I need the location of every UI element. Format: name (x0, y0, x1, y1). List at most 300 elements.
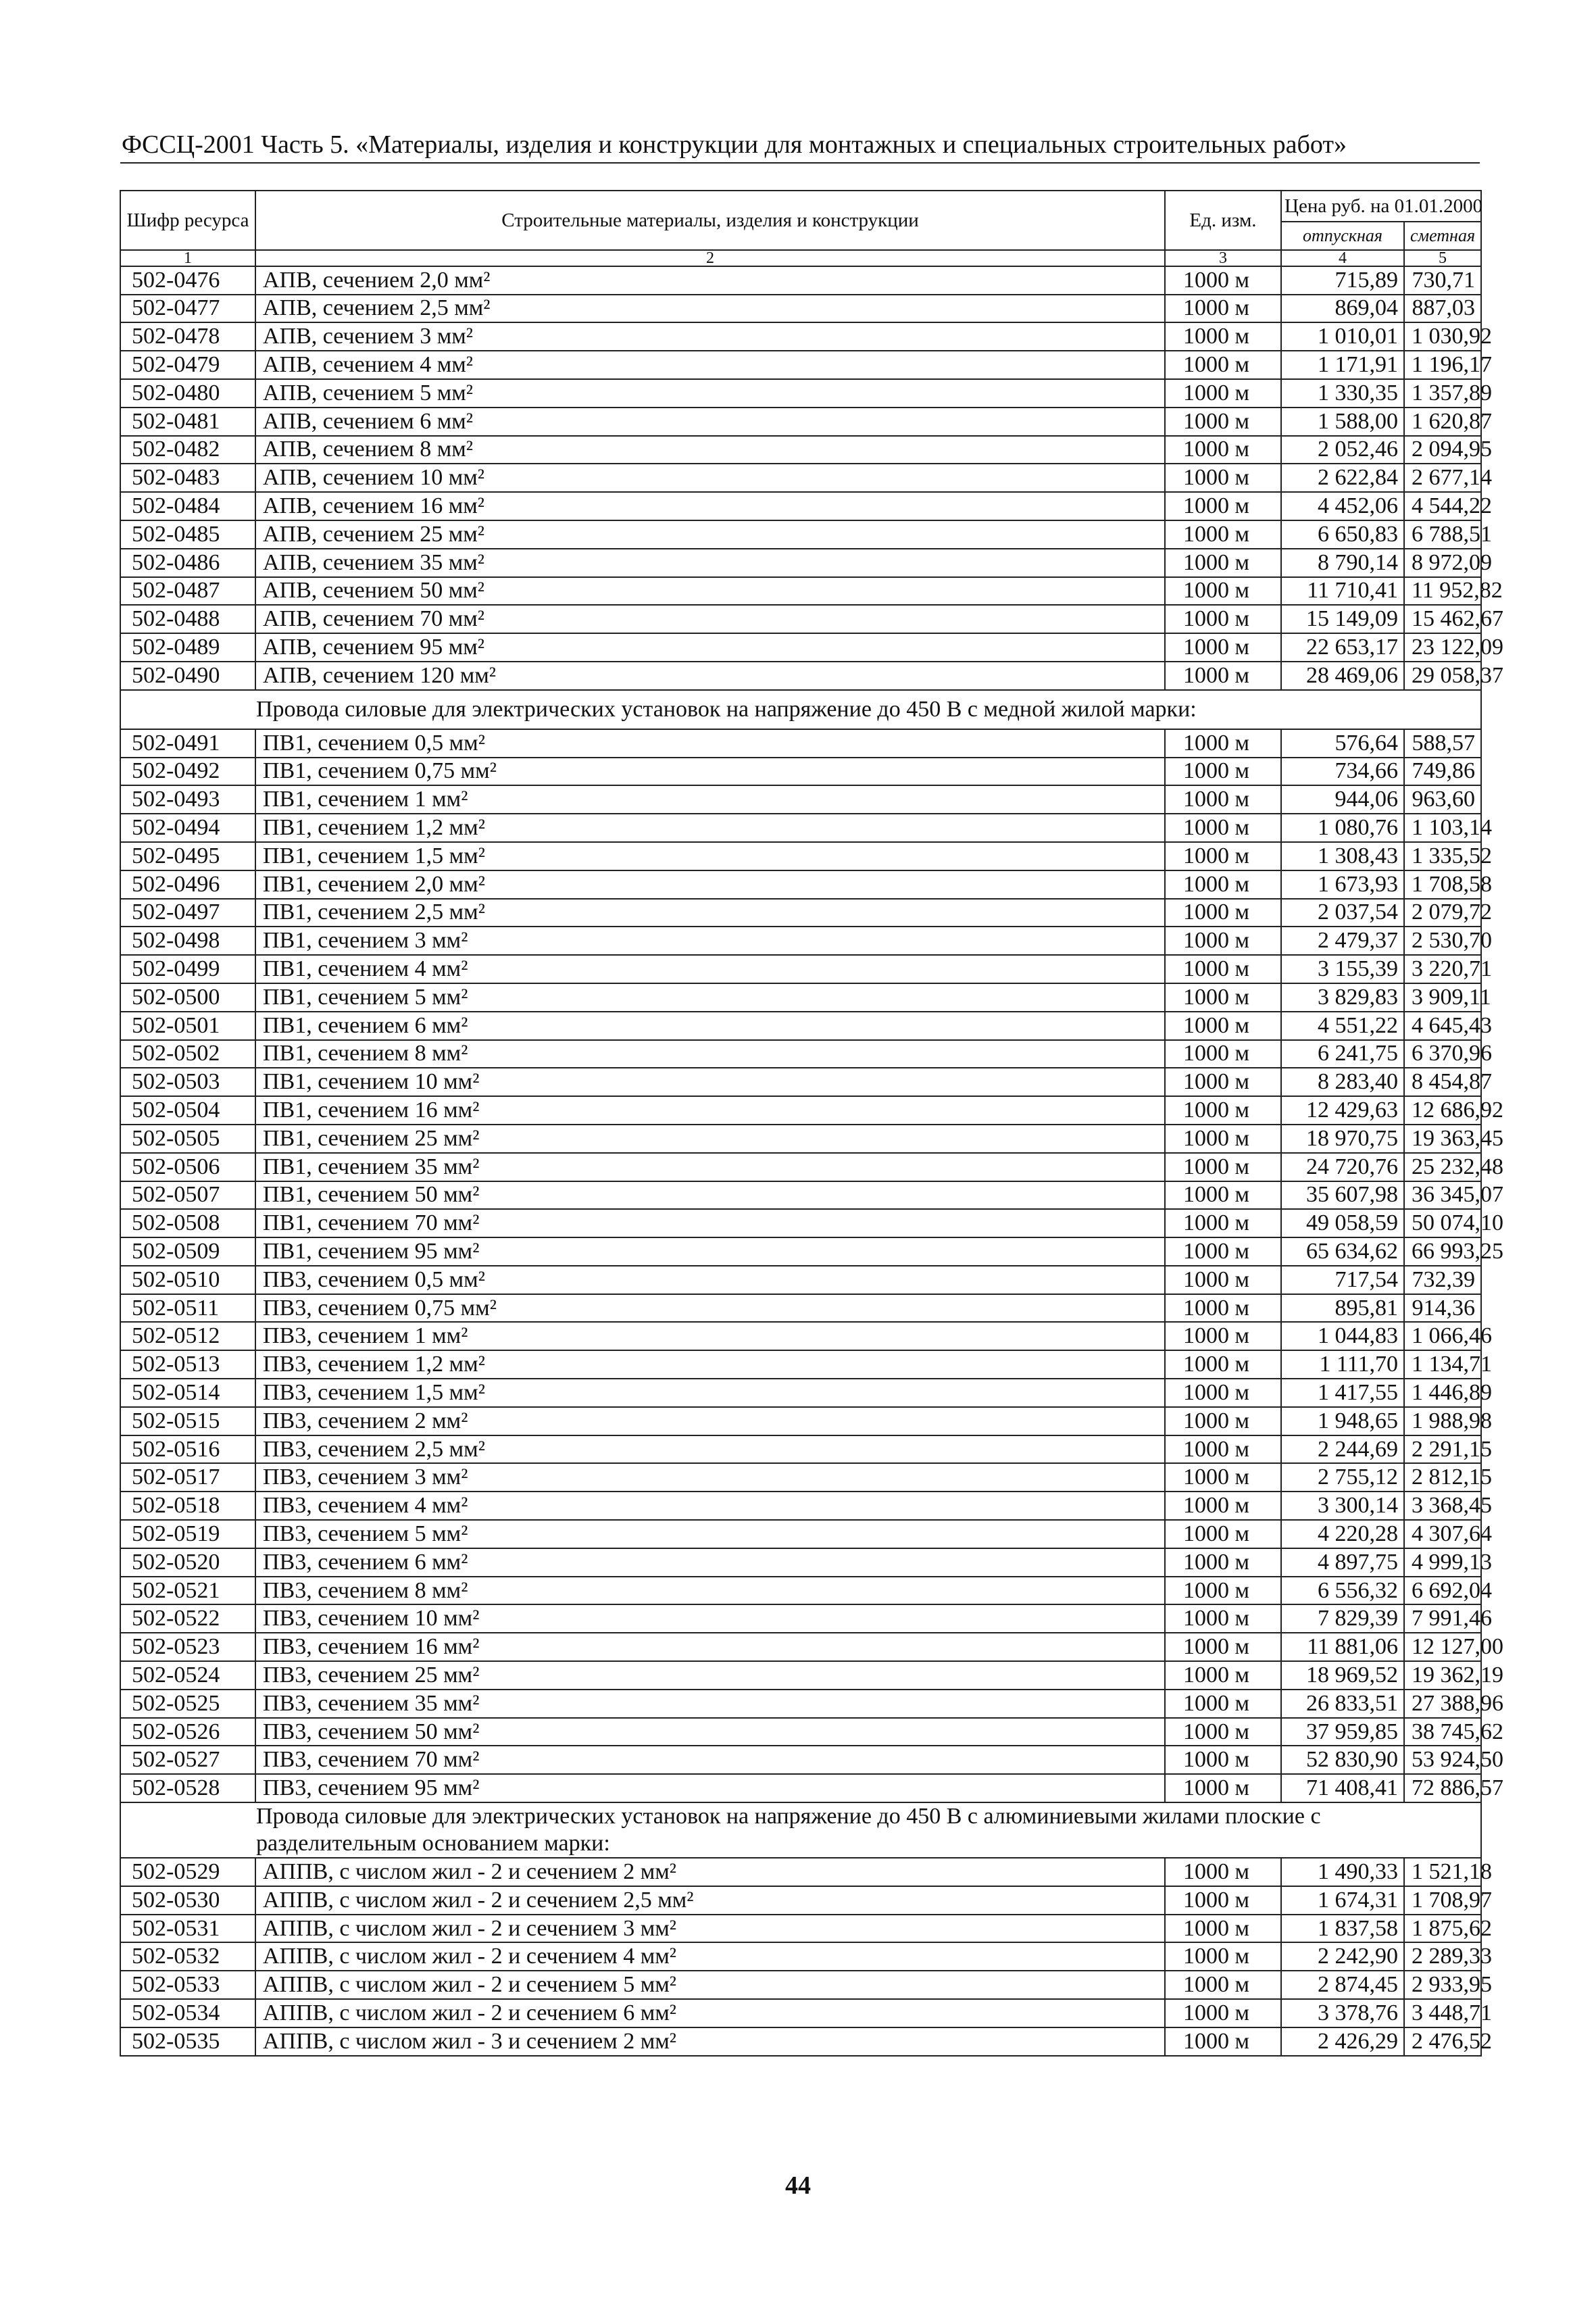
resource-code: 502-0490 (120, 662, 255, 690)
table-row (120, 1181, 1481, 1210)
material-name: АПВ, сечением 16 мм² (255, 492, 1165, 520)
table-row (120, 1633, 1481, 1661)
estimate-price: 27 388,96 (1404, 1690, 1481, 1718)
resource-code: 502-0492 (120, 758, 255, 786)
unit-cell: 1000 м (1165, 1886, 1281, 1915)
table-row (120, 577, 1481, 606)
unit-cell: 1000 м (1165, 1040, 1281, 1068)
resource-code: 502-0529 (120, 1858, 255, 1886)
release-price: 4 551,22 (1281, 1012, 1404, 1040)
page-number: 44 (785, 2171, 811, 2200)
unit-cell: 1000 м (1165, 758, 1281, 786)
header-price: Цена руб. на 01.01.2000 (1281, 191, 1481, 222)
release-price: 18 969,52 (1281, 1661, 1404, 1690)
table-row (120, 266, 1481, 295)
release-price: 1 171,91 (1281, 351, 1404, 379)
estimate-price: 53 924,50 (1404, 1746, 1481, 1774)
estimate-price: 15 462,67 (1404, 605, 1481, 633)
resource-code: 502-0491 (120, 729, 255, 758)
estimate-price: 1 988,98 (1404, 1407, 1481, 1435)
resource-code: 502-0512 (120, 1322, 255, 1350)
table-row (120, 1604, 1481, 1633)
estimate-price: 72 886,57 (1404, 1774, 1481, 1802)
resource-code: 502-0528 (120, 1774, 255, 1802)
unit-cell: 1000 м (1165, 322, 1281, 351)
estimate-price: 7 991,46 (1404, 1604, 1481, 1633)
table-row (120, 549, 1481, 577)
unit-cell: 1000 м (1165, 1577, 1281, 1605)
estimate-price: 1 335,52 (1404, 842, 1481, 870)
estimate-price: 38 745,62 (1404, 1718, 1481, 1746)
resource-code: 502-0518 (120, 1492, 255, 1520)
resource-code: 502-0498 (120, 927, 255, 955)
unit-cell: 1000 м (1165, 1322, 1281, 1350)
release-price: 1 111,70 (1281, 1350, 1404, 1379)
material-name: ПВ3, сечением 3 мм² (255, 1463, 1165, 1492)
unit-cell: 1000 м (1165, 1520, 1281, 1548)
material-name: АПВ, сечением 50 мм² (255, 577, 1165, 606)
resource-code: 502-0533 (120, 1971, 255, 1999)
material-name: ПВ3, сечением 1 мм² (255, 1322, 1165, 1350)
unit-cell: 1000 м (1165, 351, 1281, 379)
estimate-price: 6 788,51 (1404, 520, 1481, 549)
unit-cell: 1000 м (1165, 492, 1281, 520)
unit-cell: 1000 м (1165, 549, 1281, 577)
table-row (120, 1718, 1481, 1746)
table-row (120, 1915, 1481, 1943)
unit-cell: 1000 м (1165, 814, 1281, 842)
table-row (120, 1153, 1481, 1181)
table-row (120, 351, 1481, 379)
resource-code: 502-0523 (120, 1633, 255, 1661)
unit-cell: 1000 м (1165, 1661, 1281, 1690)
table-row (120, 322, 1481, 351)
resource-code: 502-0495 (120, 842, 255, 870)
header-release-price: отпускная (1281, 222, 1404, 250)
unit-cell: 1000 м (1165, 633, 1281, 662)
material-name: ПВ3, сечением 50 мм² (255, 1718, 1165, 1746)
estimate-price: 2 094,95 (1404, 436, 1481, 464)
estimate-price: 3 368,45 (1404, 1492, 1481, 1520)
resource-code: 502-0489 (120, 633, 255, 662)
column-number: 2 (255, 250, 1165, 266)
resource-code: 502-0517 (120, 1463, 255, 1492)
material-name: АПВ, сечением 10 мм² (255, 464, 1165, 492)
resource-code: 502-0502 (120, 1040, 255, 1068)
material-name: ПВ3, сечением 8 мм² (255, 1577, 1165, 1605)
unit-cell: 1000 м (1165, 1971, 1281, 1999)
table-row (120, 436, 1481, 464)
table-row (120, 408, 1481, 436)
estimate-price: 11 952,82 (1404, 577, 1481, 606)
material-name: ПВ1, сечением 16 мм² (255, 1096, 1165, 1125)
estimate-price: 6 370,96 (1404, 1040, 1481, 1068)
table-row (120, 1942, 1481, 1971)
unit-cell: 1000 м (1165, 295, 1281, 323)
material-name: ПВ3, сечением 4 мм² (255, 1492, 1165, 1520)
estimate-price: 2 677,14 (1404, 464, 1481, 492)
unit-cell: 1000 м (1165, 662, 1281, 690)
header-material: Строительные материалы, изделия и конструкции (255, 191, 1165, 250)
release-price: 734,66 (1281, 758, 1404, 786)
resource-code: 502-0477 (120, 295, 255, 323)
unit-cell: 1000 м (1165, 1999, 1281, 2027)
unit-cell: 1000 м (1165, 842, 1281, 870)
material-name: ПВ1, сечением 3 мм² (255, 927, 1165, 955)
release-price: 12 429,63 (1281, 1096, 1404, 1125)
resource-code: 502-0483 (120, 464, 255, 492)
table-row (120, 1690, 1481, 1718)
resource-code: 502-0513 (120, 1350, 255, 1379)
resource-code: 502-0481 (120, 408, 255, 436)
resource-code: 502-0532 (120, 1942, 255, 1971)
resource-code: 502-0509 (120, 1237, 255, 1266)
release-price: 2 052,46 (1281, 436, 1404, 464)
estimate-price: 588,57 (1404, 729, 1481, 758)
unit-cell: 1000 м (1165, 2027, 1281, 2056)
estimate-price: 4 307,64 (1404, 1520, 1481, 1548)
release-price: 1 490,33 (1281, 1858, 1404, 1886)
release-price: 1 330,35 (1281, 379, 1404, 408)
release-price: 3 829,83 (1281, 983, 1404, 1012)
release-price: 3 300,14 (1281, 1492, 1404, 1520)
table-row (120, 927, 1481, 955)
estimate-price: 963,60 (1404, 785, 1481, 814)
resource-code: 502-0480 (120, 379, 255, 408)
material-name: ПВ3, сечением 35 мм² (255, 1690, 1165, 1718)
material-name: ПВ3, сечением 1,5 мм² (255, 1379, 1165, 1407)
release-price: 8 790,14 (1281, 549, 1404, 577)
table-row (120, 1886, 1481, 1915)
estimate-price: 3 220,71 (1404, 955, 1481, 983)
unit-cell: 1000 м (1165, 1633, 1281, 1661)
unit-cell: 1000 м (1165, 1379, 1281, 1407)
release-price: 1 417,55 (1281, 1379, 1404, 1407)
release-price: 2 037,54 (1281, 899, 1404, 927)
unit-cell: 1000 м (1165, 870, 1281, 899)
estimate-price: 1 521,18 (1404, 1858, 1481, 1886)
resource-code: 502-0496 (120, 870, 255, 899)
unit-cell: 1000 м (1165, 955, 1281, 983)
release-price: 715,89 (1281, 266, 1404, 295)
material-name: АПВ, сечением 95 мм² (255, 633, 1165, 662)
release-price: 71 408,41 (1281, 1774, 1404, 1802)
estimate-price: 1 620,87 (1404, 408, 1481, 436)
table-row (120, 785, 1481, 814)
release-price: 2 755,12 (1281, 1463, 1404, 1492)
unit-cell: 1000 м (1165, 785, 1281, 814)
release-price: 6 556,32 (1281, 1577, 1404, 1605)
unit-cell: 1000 м (1165, 1068, 1281, 1096)
resource-code: 502-0488 (120, 605, 255, 633)
table-row (120, 1746, 1481, 1774)
table-row (120, 1125, 1481, 1153)
estimate-price: 4 645,43 (1404, 1012, 1481, 1040)
table-row (120, 1237, 1481, 1266)
table-row (120, 1040, 1481, 1068)
estimate-price: 12 127,00 (1404, 1633, 1481, 1661)
material-name: ПВ3, сечением 0,75 мм² (255, 1294, 1165, 1323)
resource-code: 502-0499 (120, 955, 255, 983)
section-title: Провода силовые для электрических установок на напряжение до 450 В с медной жилой марки: (120, 690, 1481, 729)
resource-code: 502-0535 (120, 2027, 255, 2056)
header-unit: Ед. изм. (1165, 191, 1281, 250)
column-number: 5 (1404, 250, 1481, 266)
table-row (120, 1096, 1481, 1125)
estimate-price: 66 993,25 (1404, 1237, 1481, 1266)
material-name: ПВ3, сечением 5 мм² (255, 1520, 1165, 1548)
table-row (120, 2027, 1481, 2056)
resource-code: 502-0524 (120, 1661, 255, 1690)
material-name: ПВ1, сечением 0,75 мм² (255, 758, 1165, 786)
estimate-price: 50 074,10 (1404, 1209, 1481, 1237)
estimate-price: 2 933,95 (1404, 1971, 1481, 1999)
estimate-price: 3 448,71 (1404, 1999, 1481, 2027)
release-price: 35 607,98 (1281, 1181, 1404, 1210)
estimate-price: 732,39 (1404, 1266, 1481, 1294)
material-name: АПВ, сечением 5 мм² (255, 379, 1165, 408)
material-name: АППВ, с числом жил - 2 и сечением 4 мм² (255, 1942, 1165, 1971)
estimate-price: 1 134,71 (1404, 1350, 1481, 1379)
release-price: 3 155,39 (1281, 955, 1404, 983)
unit-cell: 1000 м (1165, 379, 1281, 408)
material-name: АПВ, сечением 25 мм² (255, 520, 1165, 549)
resource-code: 502-0487 (120, 577, 255, 606)
release-price: 22 653,17 (1281, 633, 1404, 662)
estimate-price: 4 999,13 (1404, 1548, 1481, 1577)
column-number: 4 (1281, 250, 1404, 266)
material-name: АПВ, сечением 2,5 мм² (255, 295, 1165, 323)
table-row (120, 1520, 1481, 1548)
unit-cell: 1000 м (1165, 1548, 1281, 1577)
table-row (120, 814, 1481, 842)
estimate-price: 1 196,17 (1404, 351, 1481, 379)
resource-code: 502-0519 (120, 1520, 255, 1548)
release-price: 2 622,84 (1281, 464, 1404, 492)
table-row (120, 662, 1481, 690)
material-name: АПВ, сечением 35 мм² (255, 549, 1165, 577)
resource-code: 502-0484 (120, 492, 255, 520)
material-name: ПВ1, сечением 1 мм² (255, 785, 1165, 814)
material-name: ПВ1, сечением 0,5 мм² (255, 729, 1165, 758)
section-row (120, 1802, 1481, 1858)
header-code: Шифр ресурса (120, 191, 255, 250)
table-header-row (120, 191, 1481, 222)
table-row (120, 1068, 1481, 1096)
release-price: 1 080,76 (1281, 814, 1404, 842)
unit-cell: 1000 м (1165, 605, 1281, 633)
resource-code: 502-0531 (120, 1915, 255, 1943)
estimate-price: 730,71 (1404, 266, 1481, 295)
release-price: 7 829,39 (1281, 1604, 1404, 1633)
material-name: ПВ3, сечением 10 мм² (255, 1604, 1165, 1633)
material-name: АПВ, сечением 120 мм² (255, 662, 1165, 690)
resource-code: 502-0505 (120, 1125, 255, 1153)
material-name: ПВ3, сечением 2,5 мм² (255, 1435, 1165, 1464)
table-row (120, 1322, 1481, 1350)
estimate-price: 8 454,87 (1404, 1068, 1481, 1096)
material-name: АПВ, сечением 70 мм² (255, 605, 1165, 633)
unit-cell: 1000 м (1165, 266, 1281, 295)
release-price: 37 959,85 (1281, 1718, 1404, 1746)
table-row (120, 492, 1481, 520)
release-price: 1 673,93 (1281, 870, 1404, 899)
resource-code: 502-0507 (120, 1181, 255, 1210)
release-price: 4 452,06 (1281, 492, 1404, 520)
section-row (120, 690, 1481, 729)
header-rule (120, 162, 1480, 164)
material-name: ПВ3, сечением 1,2 мм² (255, 1350, 1165, 1379)
estimate-price: 1 103,14 (1404, 814, 1481, 842)
estimate-price: 1 708,97 (1404, 1886, 1481, 1915)
unit-cell: 1000 м (1165, 1350, 1281, 1379)
resource-code: 502-0503 (120, 1068, 255, 1096)
material-name: ПВ1, сечением 2,0 мм² (255, 870, 1165, 899)
unit-cell: 1000 м (1165, 1718, 1281, 1746)
table-row (120, 1350, 1481, 1379)
table-row (120, 464, 1481, 492)
resource-code: 502-0506 (120, 1153, 255, 1181)
material-name: ПВ3, сечением 25 мм² (255, 1661, 1165, 1690)
material-name: ПВ1, сечением 1,5 мм² (255, 842, 1165, 870)
estimate-price: 2 289,33 (1404, 1942, 1481, 1971)
table-row (120, 842, 1481, 870)
unit-cell: 1000 м (1165, 1690, 1281, 1718)
material-name: ПВ3, сечением 95 мм² (255, 1774, 1165, 1802)
material-name: ПВ1, сечением 2,5 мм² (255, 899, 1165, 927)
resource-code: 502-0494 (120, 814, 255, 842)
material-name: ПВ3, сечением 2 мм² (255, 1407, 1165, 1435)
unit-cell: 1000 м (1165, 577, 1281, 606)
resource-code: 502-0476 (120, 266, 255, 295)
resource-code: 502-0485 (120, 520, 255, 549)
unit-cell: 1000 м (1165, 1604, 1281, 1633)
table-row (120, 1209, 1481, 1237)
unit-cell: 1000 м (1165, 464, 1281, 492)
unit-cell: 1000 м (1165, 1153, 1281, 1181)
release-price: 6 650,83 (1281, 520, 1404, 549)
material-name: ПВ3, сечением 0,5 мм² (255, 1266, 1165, 1294)
resource-code: 502-0508 (120, 1209, 255, 1237)
resource-code: 502-0511 (120, 1294, 255, 1323)
release-price: 576,64 (1281, 729, 1404, 758)
release-price: 18 970,75 (1281, 1125, 1404, 1153)
estimate-price: 3 909,11 (1404, 983, 1481, 1012)
table-row (120, 1492, 1481, 1520)
header-estimate-price: сметная (1404, 222, 1481, 250)
estimate-price: 19 362,19 (1404, 1661, 1481, 1690)
material-name: АПВ, сечением 2,0 мм² (255, 266, 1165, 295)
table-row (120, 1435, 1481, 1464)
material-name: АПВ, сечением 4 мм² (255, 351, 1165, 379)
resource-code: 502-0526 (120, 1718, 255, 1746)
table-row (120, 1661, 1481, 1690)
resource-code: 502-0500 (120, 983, 255, 1012)
material-name: АППВ, с числом жил - 2 и сечением 5 мм² (255, 1971, 1165, 1999)
estimate-price: 1 446,89 (1404, 1379, 1481, 1407)
table-row (120, 1266, 1481, 1294)
resource-code: 502-0527 (120, 1746, 255, 1774)
resource-code: 502-0522 (120, 1604, 255, 1633)
table-row (120, 983, 1481, 1012)
table-row (120, 1971, 1481, 1999)
estimate-price: 29 058,37 (1404, 662, 1481, 690)
estimate-price: 23 122,09 (1404, 633, 1481, 662)
material-name: ПВ3, сечением 16 мм² (255, 1633, 1165, 1661)
material-name: ПВ1, сечением 5 мм² (255, 983, 1165, 1012)
table-row (120, 1294, 1481, 1323)
unit-cell: 1000 м (1165, 1915, 1281, 1943)
material-name: АППВ, с числом жил - 2 и сечением 2 мм² (255, 1858, 1165, 1886)
material-name: ПВ1, сечением 70 мм² (255, 1209, 1165, 1237)
release-price: 895,81 (1281, 1294, 1404, 1323)
unit-cell: 1000 м (1165, 1858, 1281, 1886)
resource-code: 502-0493 (120, 785, 255, 814)
release-price: 1 588,00 (1281, 408, 1404, 436)
release-price: 2 244,69 (1281, 1435, 1404, 1464)
release-price: 1 837,58 (1281, 1915, 1404, 1943)
unit-cell: 1000 м (1165, 408, 1281, 436)
table-row (120, 1379, 1481, 1407)
section-title: Провода силовые для электрических установок на напряжение до 450 В с алюминиевыми жилами плоские с разделительным основанием марки: (120, 1802, 1481, 1858)
unit-cell: 1000 м (1165, 1407, 1281, 1435)
estimate-price: 8 972,09 (1404, 549, 1481, 577)
material-name: ПВ1, сечением 35 мм² (255, 1153, 1165, 1181)
resource-code: 502-0497 (120, 899, 255, 927)
table-row (120, 758, 1481, 786)
release-price: 1 044,83 (1281, 1322, 1404, 1350)
table-row (120, 1407, 1481, 1435)
resource-code: 502-0482 (120, 436, 255, 464)
release-price: 8 283,40 (1281, 1068, 1404, 1096)
unit-cell: 1000 м (1165, 899, 1281, 927)
release-price: 1 674,31 (1281, 1886, 1404, 1915)
table-row (120, 1999, 1481, 2027)
column-numbers-row (120, 250, 1481, 266)
table-row (120, 899, 1481, 927)
resource-code: 502-0534 (120, 1999, 255, 2027)
material-name: АППВ, с числом жил - 2 и сечением 6 мм² (255, 1999, 1165, 2027)
release-price: 65 634,62 (1281, 1237, 1404, 1266)
release-price: 3 378,76 (1281, 1999, 1404, 2027)
table-row (120, 1774, 1481, 1802)
release-price: 2 479,37 (1281, 927, 1404, 955)
table-row (120, 955, 1481, 983)
release-price: 2 242,90 (1281, 1942, 1404, 1971)
release-price: 28 469,06 (1281, 662, 1404, 690)
release-price: 1 948,65 (1281, 1407, 1404, 1435)
table-row (120, 1858, 1481, 1886)
estimate-price: 1 030,92 (1404, 322, 1481, 351)
table-body (120, 191, 1503, 2056)
release-price: 11 710,41 (1281, 577, 1404, 606)
page-header: ФССЦ-2001 Часть 5. «Материалы, изделия и конструкции для монтажных и специальных строительных работ» (122, 130, 1347, 159)
estimate-price: 914,36 (1404, 1294, 1481, 1323)
release-price: 1 010,01 (1281, 322, 1404, 351)
unit-cell: 1000 м (1165, 1125, 1281, 1153)
release-price: 944,06 (1281, 785, 1404, 814)
material-name: АППВ, с числом жил - 2 и сечением 3 мм² (255, 1915, 1165, 1943)
unit-cell: 1000 м (1165, 729, 1281, 758)
column-number: 3 (1165, 250, 1281, 266)
estimate-price: 25 232,48 (1404, 1153, 1481, 1181)
resource-code: 502-0530 (120, 1886, 255, 1915)
estimate-price: 2 079,72 (1404, 899, 1481, 927)
column-number: 1 (120, 250, 255, 266)
estimate-price: 4 544,22 (1404, 492, 1481, 520)
release-price: 52 830,90 (1281, 1746, 1404, 1774)
material-name: ПВ1, сечением 1,2 мм² (255, 814, 1165, 842)
